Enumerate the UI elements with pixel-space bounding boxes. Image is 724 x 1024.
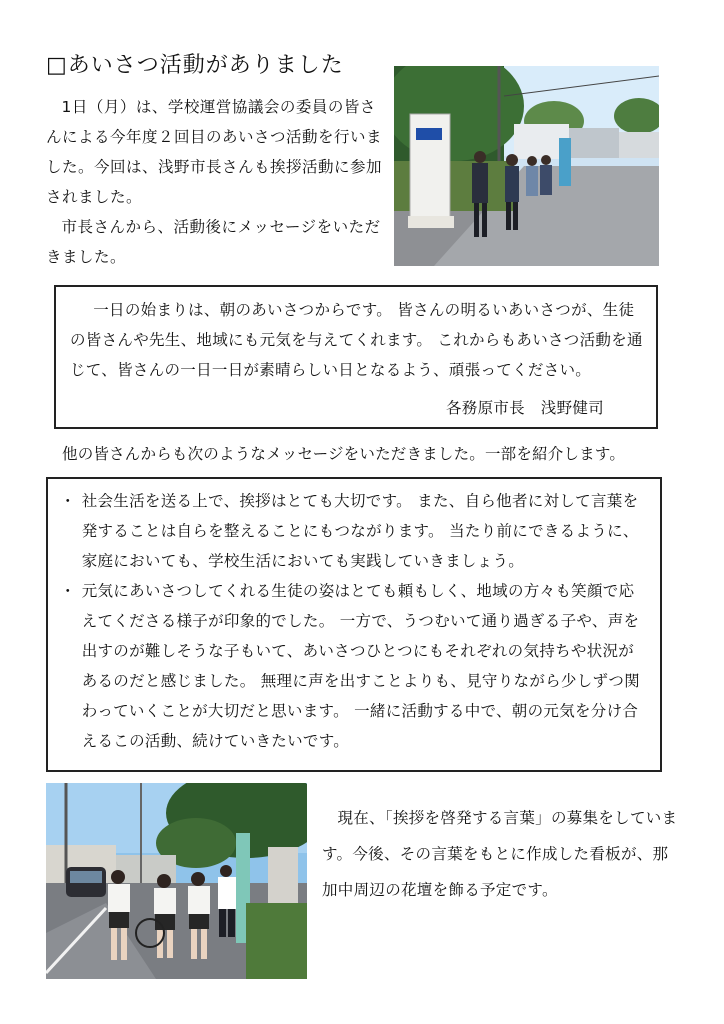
intro-paragraph: 1日（月）は、学校運営協議会の委員の皆さんによる今年度２回目のあいさつ活動を行いました。今回は、浅野市長さんも挨拶活動に参加されました。 [46, 98, 383, 206]
page-title: □あいさつ活動がありました [46, 53, 344, 78]
intro-paragraph: 市長さんから、活動後にメッセージをいただきました。 [46, 218, 381, 266]
photo-mayor-greeting [394, 66, 659, 266]
message-text: 社会生活を送る上で、挨拶はとても大切です。 また、自ら他者に対して言葉を発することは自らを整えることにもつながります。 当たり前にできるように、家庭においても、学校生活においても実践していきましょう。 [81, 492, 639, 570]
announcement [322, 800, 682, 908]
mayor-message-text: 一日の始まりは、朝のあいさつからです。 皆さんの明るいあいさつが、生徒の皆さんや先生、地域にも元気を与えてくれます。 これからもあいさつ活動を通じて、皆さんの一日一日が素晴らしい日となるよう、頑張ってください。 [70, 301, 643, 379]
messages-box [46, 477, 662, 772]
intro-text [46, 92, 391, 272]
message-text: 元気にあいさつしてくれる生徒の姿はとても頼もしく、地域の方々も笑顔で応えてくださる様子が印象的でした。 一方で、うつむいて通り過ぎる子や、声を出すのが難しそうな子もいて、あいさつひとつにもそれぞれの気持ちや状況があるのだと感じました。 無理に声を出すことよりも、見守りながら少しずつ関わっていくことが大切だと思います。 一緒に活動する中で、朝の元気を分け合えるこの活動、続けていきたいです。 [81, 582, 640, 750]
others-intro: 他の皆さんからも次のようなメッセージをいただきました。一部を紹介します。 [62, 445, 626, 463]
bullet: ・ [60, 492, 76, 510]
photo-students-walking [46, 783, 307, 979]
mayor-signature: 各務原市長 浅野健司 [445, 399, 604, 417]
message-item [60, 486, 648, 576]
mayor-message-box [54, 285, 658, 429]
bullet: ・ [60, 582, 76, 600]
announcement-text: 現在、「挨拶を啓発する言葉」の募集をしています。今後、その言葉をもとに作成した看板が、那加中周辺の花壇を飾る予定です。 [322, 809, 678, 899]
message-item [60, 576, 648, 756]
